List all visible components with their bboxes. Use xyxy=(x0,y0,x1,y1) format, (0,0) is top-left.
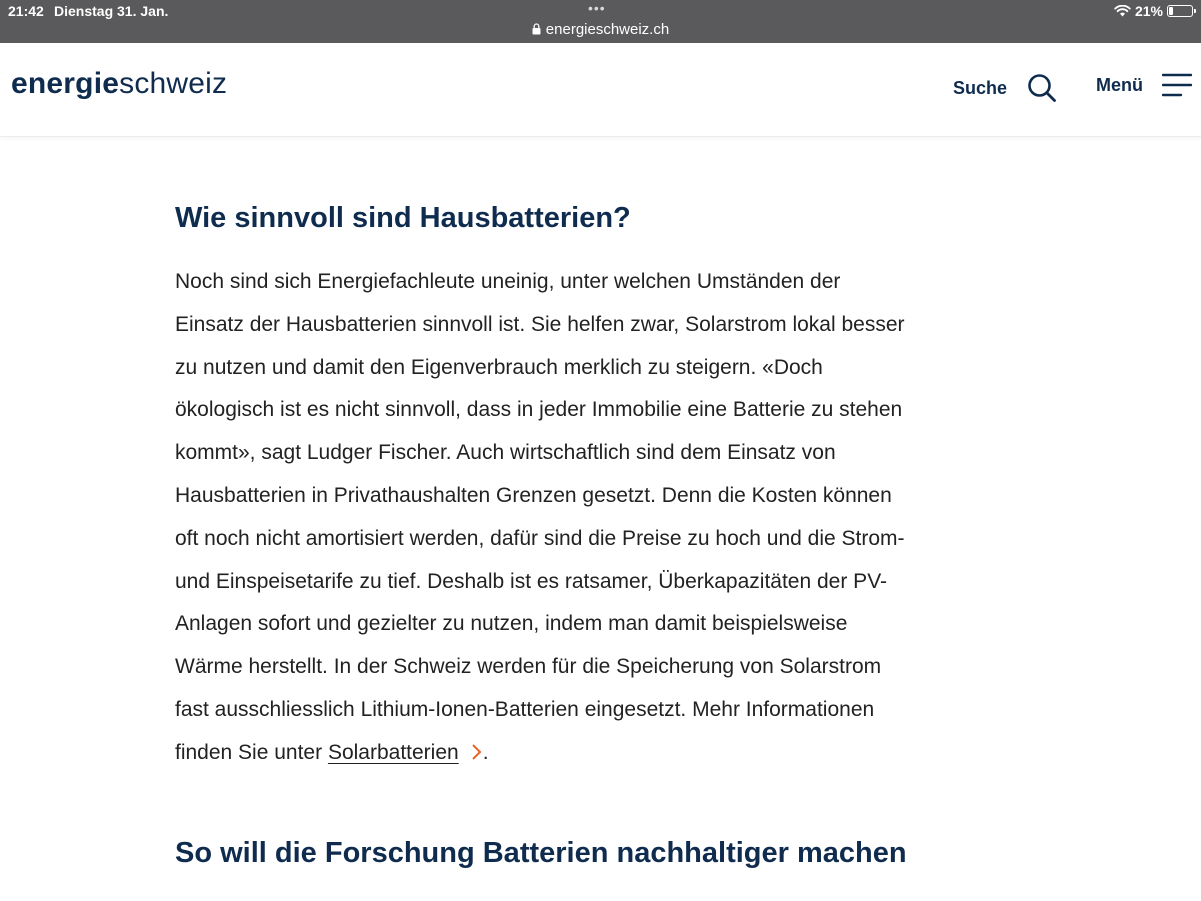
paragraph-line: fast ausschliesslich Lithium-Ionen-Batterien eingesetzt. Mehr Informationen xyxy=(175,698,875,721)
section-heading-forschung: So will die Forschung Batterien nachhaltiger machen xyxy=(175,837,907,869)
site-header xyxy=(0,43,1201,137)
paragraph-line: Hausbatterien in Privathaushalten Grenzen gesetzt. Denn die Kosten können xyxy=(175,484,892,507)
search-icon xyxy=(1027,73,1057,103)
logo-part-schweiz: schweiz xyxy=(119,67,228,100)
battery-fill xyxy=(1169,7,1173,15)
lock-icon xyxy=(532,23,541,35)
battery-icon xyxy=(1167,5,1193,17)
paragraph-line: Einsatz der Hausbatterien sinnvoll ist. Sie helfen zwar, Solarstrom lokal besser xyxy=(175,312,905,336)
paragraph-line: zu nutzen und damit den Eigenverbrauch merklich zu steigern. «Doch xyxy=(175,355,823,379)
paragraph-line: und Einspeisetarife zu tief. Deshalb ist es ratsamer, Überkapazitäten der PV- xyxy=(175,569,888,593)
menu-label: Menü xyxy=(1096,74,1143,95)
solarbatterien-link[interactable]: Solarbatterien xyxy=(327,740,459,764)
url-text: energieschweiz.ch xyxy=(545,21,670,38)
logo-part-energie: energie xyxy=(11,67,120,100)
url-bar[interactable] xyxy=(0,21,1201,38)
status-indicators xyxy=(1114,3,1193,19)
status-date: Dienstag 31. Jan. xyxy=(54,3,169,19)
browser-status-bar xyxy=(0,0,1201,43)
link-suffix-text: . xyxy=(482,740,489,764)
search-label: Suche xyxy=(953,77,1008,98)
menu-button[interactable] xyxy=(1096,73,1192,97)
hamburger-menu-icon xyxy=(1162,73,1192,97)
site-logo[interactable] xyxy=(11,67,227,101)
tab-dots-icon[interactable]: ••• xyxy=(588,0,606,16)
paragraph-line: oft noch nicht amortisiert werden, dafür sind die Preise zu hoch und die Strom- xyxy=(175,526,905,550)
status-time: 21:42 xyxy=(8,3,44,19)
section-heading-hausbatterien: Wie sinnvoll sind Hausbatterien? xyxy=(175,202,631,234)
paragraph-line: kommt», sagt Ludger Fischer. Auch wirtschaftlich sind dem Einsatz von xyxy=(175,441,836,465)
search-button[interactable] xyxy=(953,73,1057,103)
wifi-icon xyxy=(1114,5,1131,17)
link-prefix-text: finden Sie unter xyxy=(175,740,328,764)
paragraph-line: Noch sind sich Energiefachleute uneinig, unter welchen Umständen der xyxy=(175,270,841,293)
chevron-right-icon[interactable] xyxy=(471,743,483,761)
paragraph-line: Anlagen sofort und gezielter zu nutzen, indem man damit beispielsweise xyxy=(175,612,848,636)
paragraph-line-with-link xyxy=(175,741,489,765)
battery-percent: 21% xyxy=(1134,3,1163,19)
paragraph-line: ökologisch ist es nicht sinnvoll, dass in jeder Immobilie eine Batterie zu stehen xyxy=(175,398,903,422)
paragraph-line: Wärme herstellt. In der Schweiz werden für die Speicherung von Solarstrom xyxy=(175,655,882,679)
